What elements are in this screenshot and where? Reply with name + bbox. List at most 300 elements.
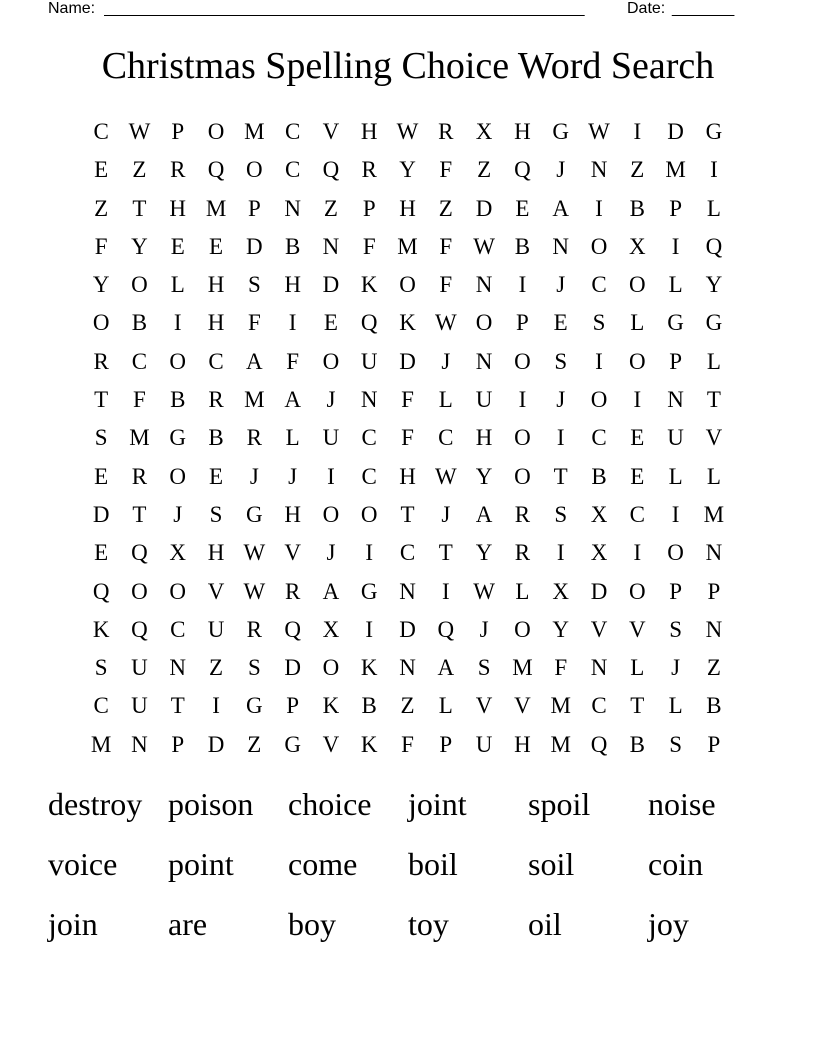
grid-letter: Q (284, 616, 301, 642)
grid-letter: L (668, 463, 683, 489)
grid-letter: Y (552, 616, 570, 642)
grid-letter: I (365, 616, 374, 642)
grid-letter: T (170, 693, 185, 719)
grid-letter: W (243, 578, 266, 604)
grid-letter: K (399, 310, 416, 336)
grid-letter: N (705, 616, 723, 642)
grid-letter: P (707, 731, 721, 757)
grid-letter: J (556, 387, 566, 413)
grid-letter: L (515, 578, 530, 604)
grid-letter: O (514, 425, 531, 451)
grid-letter: C (591, 272, 607, 298)
grid-letter: R (246, 425, 262, 451)
grid-letter: T (94, 387, 109, 413)
grid-letter: D (92, 501, 110, 527)
word-list-item: noise (648, 786, 716, 822)
grid-letter: W (588, 119, 610, 144)
grid-letter: Y (475, 540, 493, 566)
word-list-item: oil (528, 906, 562, 942)
grid-letter: H (514, 731, 531, 757)
grid-letter: O (514, 463, 531, 489)
grid-letter: Y (475, 463, 493, 489)
grid-letter: N (552, 233, 570, 259)
grid-letter: V (322, 731, 340, 757)
grid-letter: G (246, 693, 263, 719)
grid-letter: B (284, 233, 301, 259)
word-list-item: choice (288, 786, 372, 822)
grid-letter: J (556, 272, 566, 298)
grid-letter: C (399, 540, 416, 566)
grid-letter: S (669, 731, 682, 757)
date-label: Date: (627, 0, 666, 17)
grid-letter: O (92, 310, 110, 336)
grid-letter: V (705, 425, 723, 451)
grid-letter: E (94, 540, 109, 566)
grid-letter: T (553, 463, 568, 489)
grid-letter: B (131, 310, 148, 336)
grid-letter: C (93, 119, 109, 144)
grid-letter: K (360, 655, 378, 681)
grid-letter: W (396, 119, 419, 144)
grid-letter: I (633, 387, 642, 413)
grid-letter: X (552, 578, 570, 604)
grid-letter: S (554, 348, 568, 374)
grid-letter: X (475, 119, 493, 144)
grid-letter: P (669, 195, 682, 221)
grid-letter: W (434, 310, 457, 336)
grid-letter: Q (360, 310, 378, 336)
grid-letter: H (399, 195, 416, 221)
grid-letter: S (592, 310, 606, 336)
grid-letter: I (441, 578, 450, 604)
word-list-item: spoil (528, 786, 591, 822)
grid-letter: Q (131, 540, 148, 566)
grid-letter: N (590, 655, 608, 681)
grid-letter: Z (438, 195, 453, 221)
grid-letter: D (207, 731, 225, 757)
grid-letter: O (322, 348, 340, 374)
grid-letter: R (246, 616, 262, 642)
grid-letter: A (437, 655, 455, 681)
grid-letter: O (514, 616, 531, 642)
grid-letter: N (360, 387, 378, 413)
grid-letter: A (322, 578, 340, 604)
grid-letter: M (90, 731, 112, 757)
grid-letter: F (401, 387, 414, 413)
grid-letter: N (399, 578, 416, 604)
grid-letter: M (665, 157, 686, 183)
grid-letter: W (128, 119, 151, 144)
grid-letter: N (131, 731, 148, 757)
grid-letter: E (209, 233, 224, 259)
grid-letter: B (706, 693, 722, 719)
date-field-line: _______ (672, 0, 735, 17)
grid-letter: Q (590, 731, 608, 757)
grid-letter: S (247, 272, 261, 298)
grid-letter: C (170, 616, 186, 642)
grid-letter: E (630, 463, 645, 489)
grid-letter: O (169, 578, 187, 604)
grid-letter: Q (514, 157, 531, 183)
grid-letter: M (703, 501, 725, 527)
header (48, 0, 748, 20)
grid-letter: M (397, 233, 418, 259)
grid-letter: Y (92, 272, 110, 298)
grid-letter: L (438, 387, 453, 413)
grid-letter: V (514, 693, 531, 719)
grid-letter: U (475, 731, 493, 757)
grid-letter: Q (207, 157, 225, 183)
grid-letter: H (284, 272, 301, 298)
grid-letter: J (173, 501, 183, 527)
grid-letter: Q (131, 616, 148, 642)
grid-letter: P (247, 195, 261, 221)
grid-letter: B (361, 693, 377, 719)
word-list-item: poison (168, 786, 254, 822)
grid-letter: I (365, 540, 374, 566)
word-list-item: point (168, 846, 234, 882)
grid-letter: K (360, 731, 378, 757)
grid-letter: Z (94, 195, 109, 221)
grid-letter: L (706, 463, 721, 489)
grid-letter: Q (322, 157, 340, 183)
word-list-item: come (288, 846, 358, 882)
grid-letter: T (438, 540, 453, 566)
grid-letter: G (246, 501, 263, 527)
grid-letter: Z (323, 195, 338, 221)
grid-letter: X (169, 540, 187, 566)
grid-letter: W (473, 233, 495, 259)
grid-letter: U (360, 348, 378, 374)
grid-letter: G (360, 578, 378, 604)
grid-letter: P (516, 310, 529, 336)
grid-letter: G (552, 119, 570, 144)
grid-letter: B (208, 425, 224, 451)
grid-letter: S (94, 655, 108, 681)
grid-letter: R (514, 501, 531, 527)
grid-letter: F (401, 731, 414, 757)
grid-letter: T (132, 195, 147, 221)
grid-letter: P (171, 119, 185, 144)
grid-letter: F (362, 233, 376, 259)
grid-letter: J (288, 463, 298, 489)
grid-letter: E (94, 463, 109, 489)
grid-letter: M (129, 425, 150, 451)
grid-letter: C (438, 425, 454, 451)
word-list-item: destroy (48, 786, 143, 822)
grid-letter: L (170, 272, 185, 298)
word-list-item: join (48, 906, 98, 942)
grid-letter: O (322, 655, 340, 681)
grid-letter: F (554, 655, 568, 681)
grid-letter: N (590, 157, 608, 183)
grid-letter: F (286, 348, 300, 374)
grid-letter: C (93, 693, 109, 719)
grid-letter: I (710, 157, 718, 183)
grid-letter: S (94, 425, 108, 451)
grid-letter: O (475, 310, 493, 336)
grid-letter: E (553, 310, 568, 336)
grid-letter: I (556, 425, 565, 451)
grid-letter: R (514, 540, 531, 566)
grid-letter: L (706, 348, 721, 374)
grid-letter: B (629, 731, 645, 757)
grid-letter: Q (92, 578, 110, 604)
grid-letter: I (633, 540, 642, 566)
grid-letter: M (205, 195, 227, 221)
grid-letter: L (438, 693, 453, 719)
grid-letter: R (208, 387, 224, 413)
grid-letter: Q (437, 616, 455, 642)
grid-letter: J (671, 655, 681, 681)
word-list-item: toy (408, 906, 449, 942)
word-list-item: joy (648, 906, 689, 942)
grid-letter: K (322, 693, 340, 719)
grid-letter: P (707, 578, 721, 604)
grid-letter: L (630, 655, 645, 681)
grid-letter: H (207, 310, 225, 336)
grid-letter: Z (706, 655, 721, 681)
grid-letter: O (322, 501, 340, 527)
grid-letter: I (556, 540, 565, 566)
grid-letter: D (399, 616, 416, 642)
grid-letter: D (399, 348, 416, 374)
word-list-item: joint (408, 786, 467, 822)
grid-letter: H (284, 501, 301, 527)
grid-letter: U (475, 387, 493, 413)
grid-letter: M (550, 731, 571, 757)
grid-letter: P (669, 578, 682, 604)
grid-letter: U (207, 616, 225, 642)
grid-letter: W (434, 463, 457, 489)
word-list-item: coin (648, 846, 704, 882)
grid-letter: R (361, 157, 377, 183)
grid-letter: J (441, 501, 451, 527)
grid-letter: G (169, 425, 187, 451)
grid-letter: W (243, 540, 266, 566)
grid-letter: O (628, 348, 646, 374)
grid-letter: U (131, 655, 148, 681)
grid-letter: Z (247, 731, 262, 757)
grid-letter: R (170, 157, 186, 183)
grid-letter: D (590, 578, 608, 604)
grid-letter: C (208, 348, 224, 374)
grid-letter: Q (705, 233, 723, 259)
grid-letter: R (93, 348, 109, 374)
name-label: Name: (48, 0, 96, 17)
grid-letter: E (170, 233, 185, 259)
grid-letter: H (514, 119, 531, 144)
grid-letter: O (590, 233, 608, 259)
grid-letter: E (630, 425, 645, 451)
grid-letter: H (207, 540, 225, 566)
grid-letter: F (401, 425, 414, 451)
grid-letter: C (284, 157, 301, 183)
grid-letter: Z (132, 157, 147, 183)
grid-letter: V (475, 693, 493, 719)
grid-letter: H (399, 463, 416, 489)
grid-letter: K (92, 616, 110, 642)
grid-letter: O (131, 272, 148, 298)
grid-letter: S (209, 501, 223, 527)
grid-letter: N (667, 387, 684, 413)
grid-letter: Y (399, 157, 416, 183)
grid-letter: O (590, 387, 608, 413)
grid-letter: P (171, 731, 185, 757)
grid-letter: F (439, 272, 453, 298)
grid-letter: S (477, 655, 491, 681)
grid-letter: C (361, 425, 377, 451)
grid-letter: N (475, 348, 493, 374)
grid-letter: J (441, 348, 451, 374)
grid-letter: B (514, 233, 531, 259)
grid-letter: U (131, 693, 148, 719)
grid-letter: M (244, 387, 265, 413)
grid-letter: D (475, 195, 493, 221)
grid-letter: I (288, 310, 297, 336)
grid-letter: V (322, 119, 340, 144)
word-list-item: are (168, 906, 208, 942)
grid-letter: G (667, 310, 684, 336)
grid-letter: Z (630, 157, 645, 183)
grid-letter: D (322, 272, 340, 298)
grid-letter: R (284, 578, 301, 604)
grid-letter: O (628, 578, 646, 604)
grid-letter: F (439, 233, 453, 259)
grid-letter: C (591, 693, 607, 719)
grid-letter: H (360, 119, 378, 144)
grid-letter: T (400, 501, 415, 527)
grid-letter: E (323, 310, 338, 336)
grid-letter: I (518, 387, 527, 413)
grid-letter: R (131, 463, 148, 489)
grid-letter: O (246, 157, 263, 183)
grid-letter: D (284, 655, 301, 681)
grid-letter: O (514, 348, 531, 374)
grid-letter: L (668, 272, 683, 298)
grid-letter: O (207, 119, 225, 144)
grid-letter: R (438, 119, 454, 144)
grid-letter: L (285, 425, 300, 451)
grid-letter: L (630, 310, 645, 336)
grid-letter: D (667, 119, 684, 144)
grid-letter: J (326, 540, 336, 566)
grid-letter: I (595, 195, 603, 221)
grid-letter: K (360, 272, 378, 298)
grid-letter: N (169, 655, 187, 681)
grid-letter: M (512, 655, 533, 681)
grid-letter: J (556, 157, 566, 183)
grid-letter: B (629, 195, 645, 221)
grid-letter: Y (705, 272, 723, 298)
grid-letter: O (169, 348, 187, 374)
grid-letter: O (628, 272, 646, 298)
grid-letter: T (630, 693, 645, 719)
grid-letter: A (552, 195, 570, 221)
page-title: Christmas Spelling Choice Word Search (101, 45, 715, 87)
grid-letter: M (244, 119, 265, 144)
grid-letter: J (479, 616, 489, 642)
grid-letter: N (705, 540, 723, 566)
grid-letter: X (628, 233, 646, 259)
grid-letter: G (705, 119, 723, 144)
grid-letter: H (169, 195, 187, 221)
grid-letter: E (209, 463, 224, 489)
grid-letter: Z (209, 655, 224, 681)
grid-letter: V (628, 616, 646, 642)
word-list-item: voice (48, 846, 118, 882)
grid-letter: O (399, 272, 416, 298)
grid-letter: M (550, 693, 571, 719)
grid-letter: H (207, 272, 225, 298)
grid-letter: O (360, 501, 378, 527)
grid-letter: P (439, 731, 453, 757)
grid-letter: S (247, 655, 261, 681)
grid-letter: I (671, 501, 680, 527)
grid-letter: X (590, 501, 608, 527)
grid-letter: V (207, 578, 225, 604)
word-list (48, 778, 768, 958)
grid-letter: H (475, 425, 493, 451)
word-list-item: boil (408, 846, 458, 882)
grid-letter: V (284, 540, 301, 566)
grid-letter: F (439, 157, 453, 183)
grid-letter: N (475, 272, 493, 298)
grid-letter: P (669, 348, 682, 374)
word-list-item: soil (528, 846, 575, 882)
grid-letter: A (246, 348, 263, 374)
grid-letter: A (284, 387, 301, 413)
grid-letter: V (590, 616, 608, 642)
grid-letter: U (322, 425, 340, 451)
grid-letter: N (284, 195, 301, 221)
grid-letter: N (399, 655, 416, 681)
grid-letter: D (246, 233, 263, 259)
grid-letter: C (284, 119, 301, 144)
grid-letter: I (595, 348, 603, 374)
grid-letter: P (362, 195, 376, 221)
grid-letter: I (327, 463, 335, 489)
grid-letter: S (554, 501, 568, 527)
grid-letter: L (706, 195, 721, 221)
grid-letter: O (169, 463, 187, 489)
grid-letter: O (667, 540, 684, 566)
grid-letter: C (361, 463, 377, 489)
grid-letter: W (473, 578, 495, 604)
grid-letter: G (284, 731, 301, 757)
grid-letter: T (132, 501, 147, 527)
grid-letter: A (475, 501, 493, 527)
grid-letter: X (590, 540, 608, 566)
grid-letter: Z (400, 693, 415, 719)
grid-letter: J (326, 387, 336, 413)
letter-grid (82, 113, 733, 764)
grid-letter: Y (131, 233, 148, 259)
grid-letter: C (629, 501, 645, 527)
grid-letter: E (515, 195, 530, 221)
grid-letter: I (671, 233, 680, 259)
name-field-line: ______________________________________________________ (104, 0, 585, 17)
grid-letter: N (322, 233, 340, 259)
grid-letter: F (94, 233, 108, 259)
grid-letter: T (706, 387, 721, 413)
grid-letter: F (133, 387, 146, 413)
grid-letter: Z (477, 157, 492, 183)
grid-letter: E (94, 157, 109, 183)
grid-letter: C (591, 425, 607, 451)
grid-letter: I (518, 272, 527, 298)
grid-letter: I (633, 119, 642, 144)
